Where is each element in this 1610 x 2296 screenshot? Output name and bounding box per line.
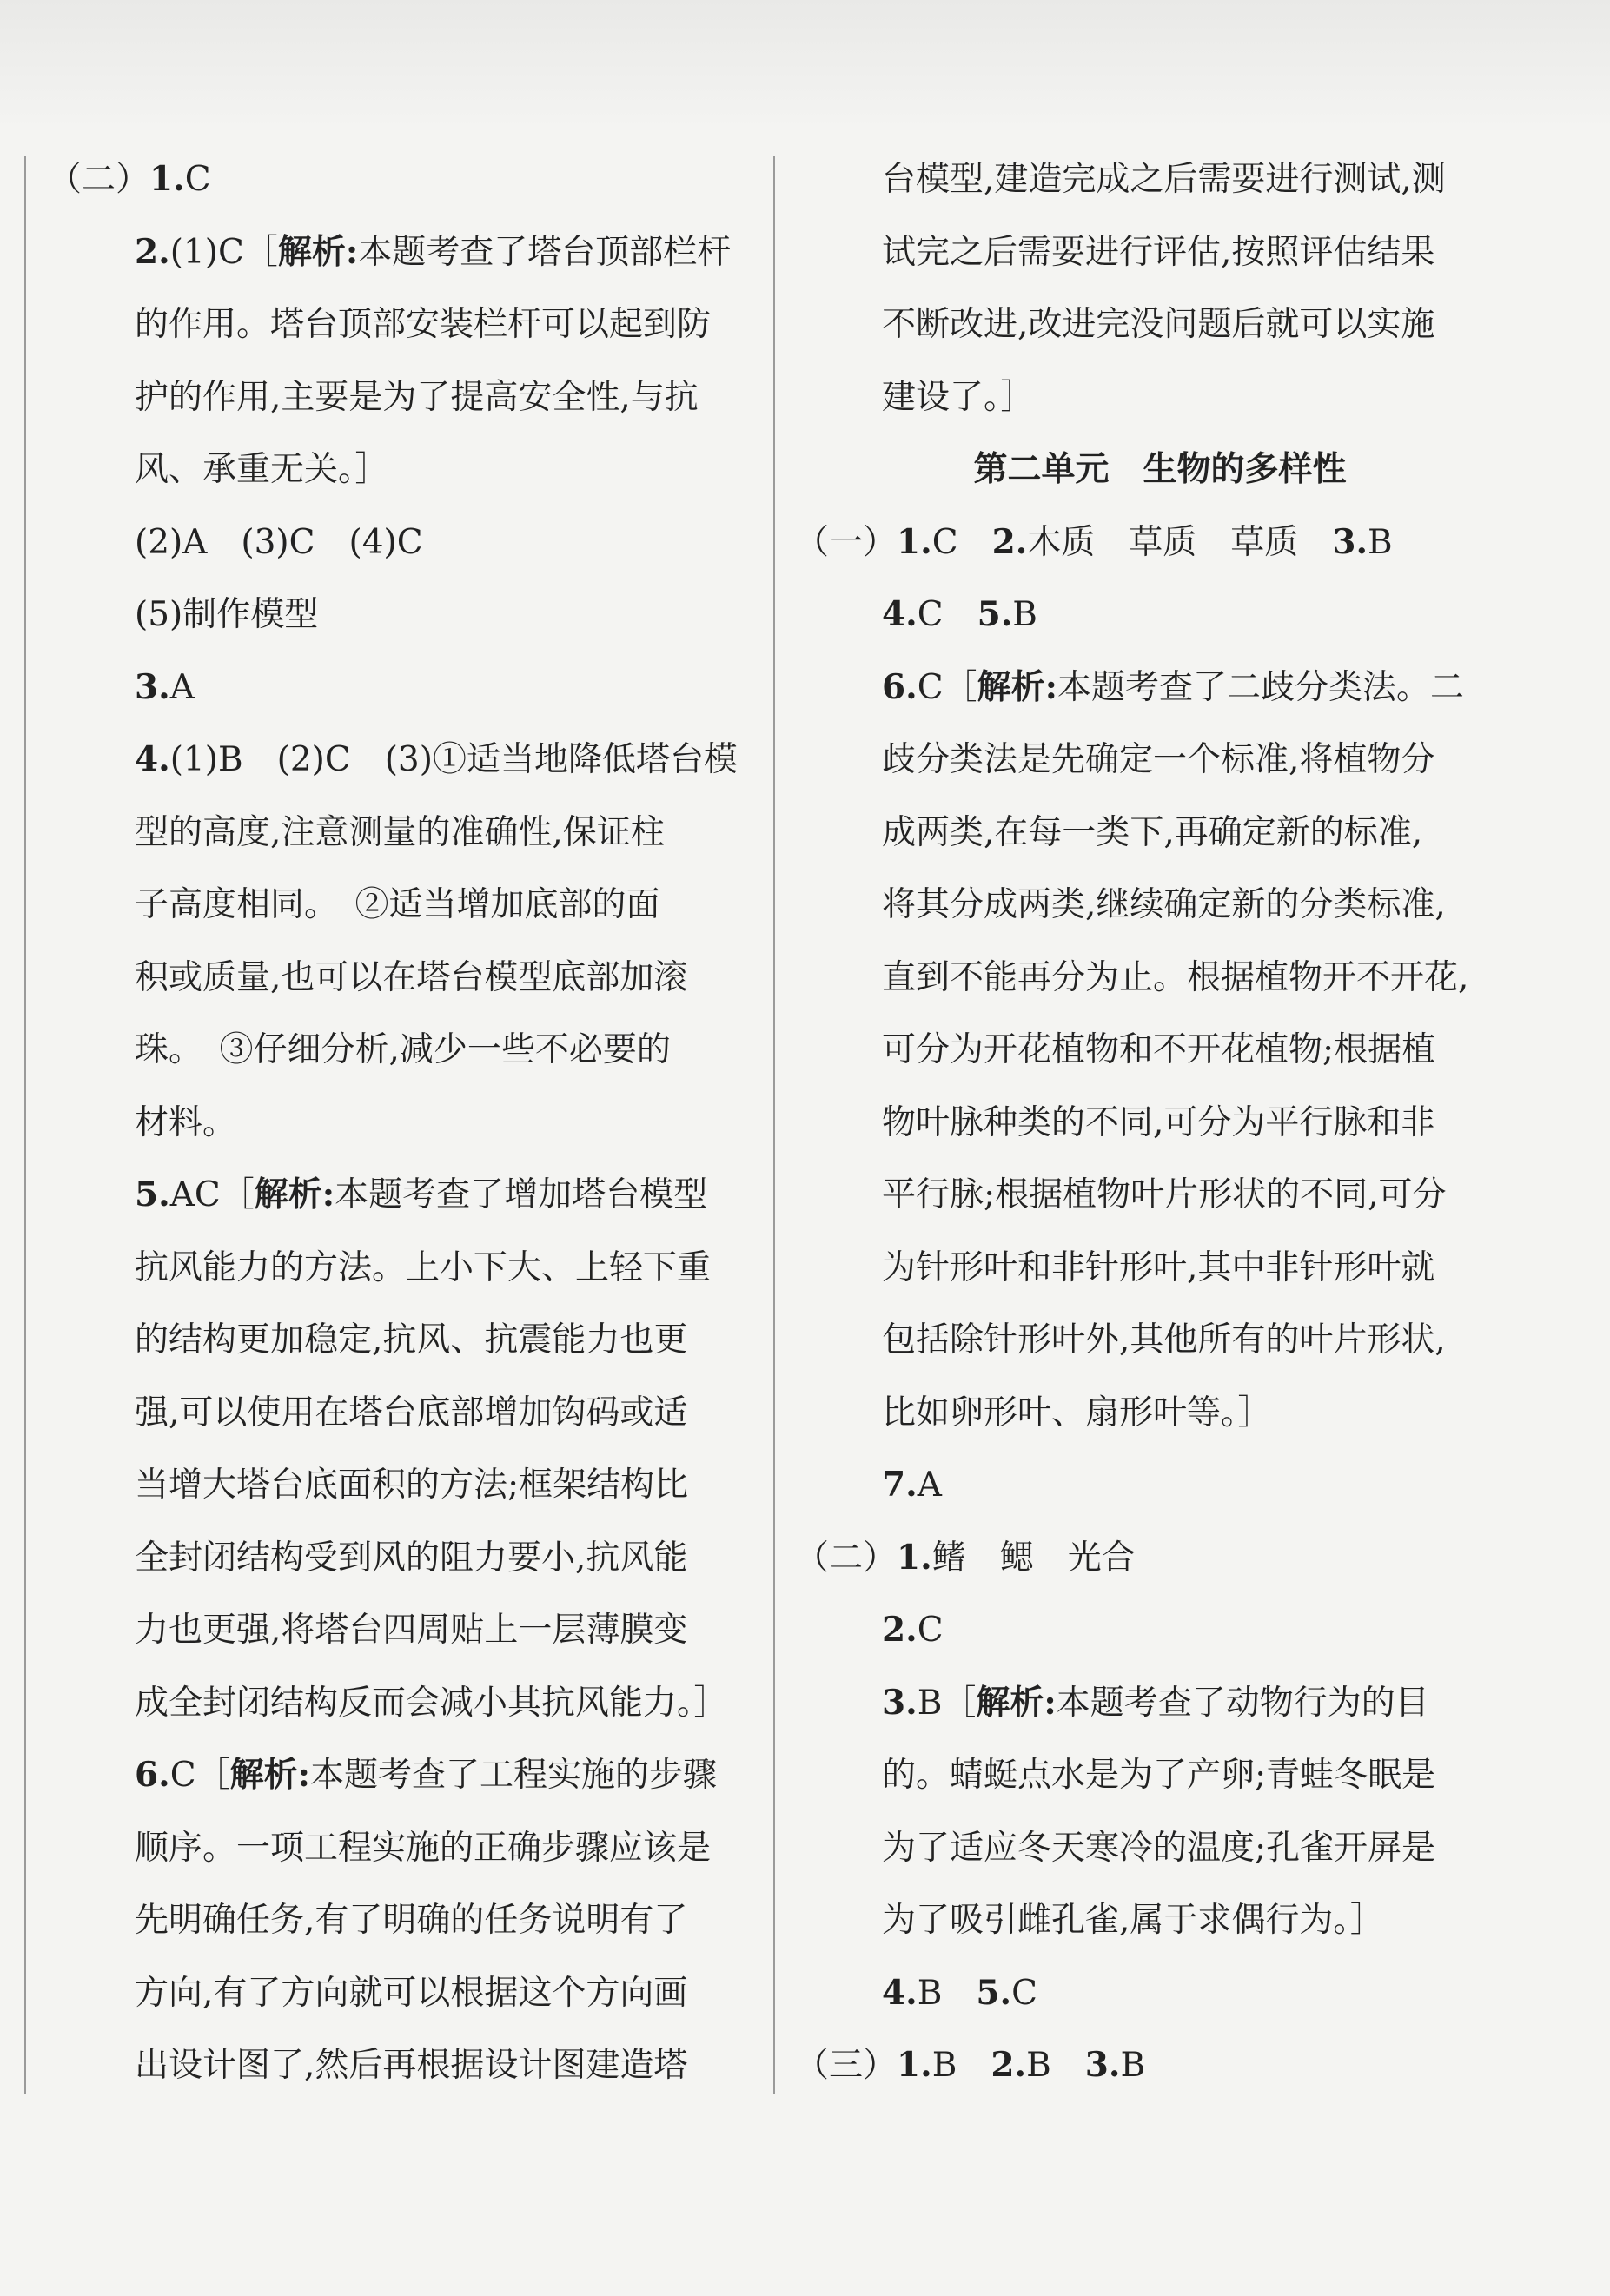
answer-line: 2.(1)C［解析:本题考查了塔台顶部栏杆 bbox=[135, 231, 732, 272]
answer-line: 先明确任务,有了明确的任务说明有了 bbox=[135, 1901, 688, 1940]
answer-line: 歧分类法是先确定一个标准,将植物分 bbox=[882, 740, 1435, 779]
answer-line: （二）1.鳍 鳃 光合 bbox=[795, 1537, 1136, 1578]
answer-line: 试完之后需要进行评估,按照评估结果 bbox=[882, 232, 1435, 272]
answer-line: 2.C bbox=[882, 1610, 944, 1650]
answer-line: 护的作用,主要是为了提高安全性,与抗 bbox=[135, 377, 699, 417]
answer-line: 出设计图了,然后再根据设计图建造塔 bbox=[135, 2046, 688, 2085]
answer-line: 物叶脉种类的不同,可分为平行脉和非 bbox=[882, 1102, 1435, 1142]
answer-line: 建设了。］ bbox=[882, 377, 1035, 417]
answer-line: 型的高度,注意测量的准确性,保证柱 bbox=[135, 812, 665, 852]
answer-line: 的作用。塔台顶部安装栏杆可以起到防 bbox=[135, 305, 712, 344]
answer-line: 7.A bbox=[882, 1465, 942, 1505]
answer-line: 6.C［解析:本题考查了二歧分类法。二 bbox=[882, 666, 1464, 707]
answer-line: 将其分成两类,继续确定新的分类标准, bbox=[882, 885, 1446, 924]
answer-line: 直到不能再分为止。根据植物开不开花, bbox=[882, 957, 1469, 997]
answer-line: 4.(1)B (2)C (3)①适当地降低塔台模 bbox=[135, 739, 738, 779]
answer-line: 抗风能力的方法。上小下大、上轻下重 bbox=[135, 1247, 712, 1287]
answer-line: 强,可以使用在塔台底部增加钩码或适 bbox=[135, 1393, 688, 1433]
answer-line: 6.C［解析:本题考查了工程实施的步骤 bbox=[135, 1755, 717, 1795]
answer-line: 力也更强,将塔台四周贴上一层薄膜变 bbox=[135, 1611, 688, 1650]
answer-line: 比如卵形叶、扇形叶等。］ bbox=[882, 1393, 1272, 1433]
answer-line: (2)A (3)C (4)C bbox=[135, 522, 423, 562]
answer-line: 材料。 bbox=[135, 1102, 237, 1142]
left-margin-rule bbox=[24, 156, 26, 2094]
answer-line: 为了吸引雌孔雀,属于求偶行为。］ bbox=[882, 1901, 1384, 1940]
answer-line: 包括除针形叶外,其他所有的叶片形状, bbox=[882, 1320, 1446, 1360]
section-heading: 第二单元 生物的多样性 bbox=[973, 449, 1347, 489]
answer-line: 3.A bbox=[135, 666, 195, 707]
answer-line: （三）1.B 2.B 3.B bbox=[795, 2045, 1146, 2085]
answer-line: 为了适应冬天寒冷的温度;孔雀开屏是 bbox=[882, 1828, 1436, 1868]
answer-line: 3.B［解析:本题考查了动物行为的目 bbox=[882, 1682, 1429, 1723]
answer-line: (5)制作模型 bbox=[135, 595, 319, 634]
answer-line: 子高度相同。 ②适当增加底部的面 bbox=[135, 885, 660, 924]
answer-line: 5.AC［解析:本题考查了增加塔台模型 bbox=[135, 1174, 708, 1214]
left-column bbox=[48, 143, 743, 2102]
right-column bbox=[795, 143, 1490, 2102]
answer-line: 4.B 5.C bbox=[882, 1972, 1037, 2013]
answer-line: 成两类,在每一类下,再确定新的标准, bbox=[882, 812, 1423, 852]
answer-line: 全封闭结构受到风的阻力要小,抗风能 bbox=[135, 1538, 688, 1578]
answer-line: 台模型,建造完成之后需要进行测试,测 bbox=[882, 160, 1446, 199]
answer-line: 当增大塔台底面积的方法;框架结构比 bbox=[135, 1466, 689, 1505]
answer-line: 不断改进,改进完没问题后就可以实施 bbox=[882, 305, 1435, 344]
answer-line: 的结构更加稳定,抗风、抗震能力也更 bbox=[135, 1320, 688, 1360]
answer-line: 平行脉;根据植物叶片形状的不同,可分 bbox=[882, 1175, 1447, 1214]
answer-line: （二）1.C bbox=[48, 159, 211, 199]
scan-top-band bbox=[0, 0, 1610, 130]
answer-line: 的。蜻蜓点水是为了产卵;青蛙冬眠是 bbox=[882, 1756, 1436, 1795]
answer-line: 积或质量,也可以在塔台模型底部加滚 bbox=[135, 957, 688, 997]
answer-line: 为针形叶和非针形叶,其中非针形叶就 bbox=[882, 1247, 1435, 1287]
answer-line: 可分为开花植物和不开花植物;根据植 bbox=[882, 1030, 1436, 1069]
answer-line: 4.C 5.B bbox=[882, 594, 1037, 634]
answer-line: 成全封闭结构反而会减小其抗风能力。］ bbox=[135, 1683, 728, 1723]
answer-line: （一）1.C 2.木质 草质 草质 3.B bbox=[795, 521, 1393, 562]
answer-line: 顺序。一项工程实施的正确步骤应该是 bbox=[135, 1828, 712, 1868]
answer-line: 珠。 ③仔细分析,减少一些不必要的 bbox=[135, 1030, 671, 1069]
column-divider bbox=[773, 156, 775, 2094]
answer-line: 风、承重无关。］ bbox=[135, 450, 389, 489]
answer-line: 方向,有了方向就可以根据这个方向画 bbox=[135, 1973, 688, 2013]
